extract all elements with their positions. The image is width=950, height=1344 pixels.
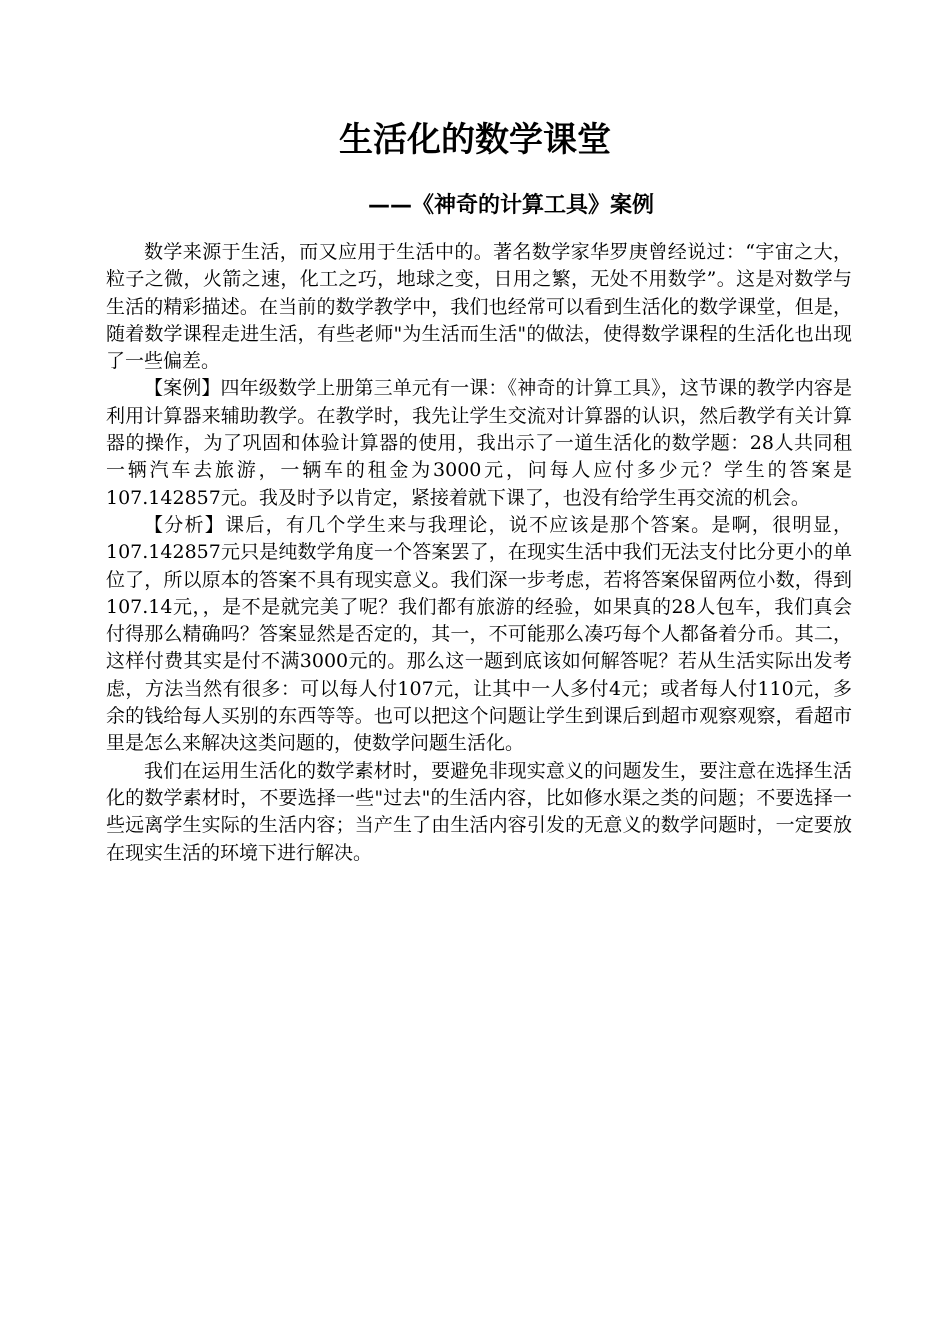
- page-title: 生活化的数学课堂: [339, 120, 611, 160]
- paragraph-analysis: 【分析】课后，有几个学生来与我理论，说不应该是那个答案。是啊，很明显，107.142857元只是纯数学角度一个答案罢了，在现实生活中我们无法支付比分更小的单位了，所以原本的答案不具有现实意义。我们深一步考虑，若将答案保留两位小数，得到107.14元，，是不是就完美了呢？我们都有旅游的经验，如果真的28人包车，我们真会付得那么精确吗？答案显然是否定的，其一，不可能那么凑巧每个人都备着分币。其二，这样付费其实是付不满3000元的。那么这一题到底该如何解答呢？若从生活实际出发考虑，方法当然有很多：可以每人付107元，让其中一人多付4元；或者每人付110元，多余的钱给每人买别的东西等等。也可以把这个问题让学生到课后到超市观察观察，看超市里是怎么来解决这类问题的，使数学问题生活化。: [106, 513, 852, 755]
- paragraph-case: 【案例】四年级数学上册第三单元有一课：《神奇的计算工具》，这节课的教学内容是利用计算器来辅助教学。在教学时，我先让学生交流对计算器的认识，然后教学有关计算器的操作，为了巩固和体验计算器的使用，我出示了一道生活化的数学题：28人共同租一辆汽车去旅游，一辆车的租金为3000元，问每人应付多少元？学生的答案是107.142857元。我及时予以肯定，紧接着就下课了，也没有给学生再交流的机会。: [106, 377, 852, 509]
- document-body: [106, 239, 852, 867]
- paragraph-conclusion: 我们在运用生活化的数学素材时，要避免非现实意义的问题发生，要注意在选择生活化的数学素材时，不要选择一些"过去"的生活内容，比如修水渠之类的问题；不要选择一些远离学生实际的生活内容；当产生了由生活内容引发的无意义的数学问题时，一定要放在现实生活的环境下进行解决。: [106, 759, 852, 864]
- paragraph-intro: 数学来源于生活，而又应用于生活中的。著名数学家华罗庚曾经说过：“宇宙之大，粒子之微，火箭之速，化工之巧，地球之变，日用之繁，无处不用数学”。这是对数学与生活的精彩描述。在当前的数学教学中，我们也经常可以看到生活化的数学课堂，但是，随着数学课程走进生活，有些老师"为生活而生活"的做法，使得数学课程的生活化也出现了一些偏差。: [106, 241, 852, 373]
- page-subtitle: ——《神奇的计算工具》案例: [368, 193, 655, 218]
